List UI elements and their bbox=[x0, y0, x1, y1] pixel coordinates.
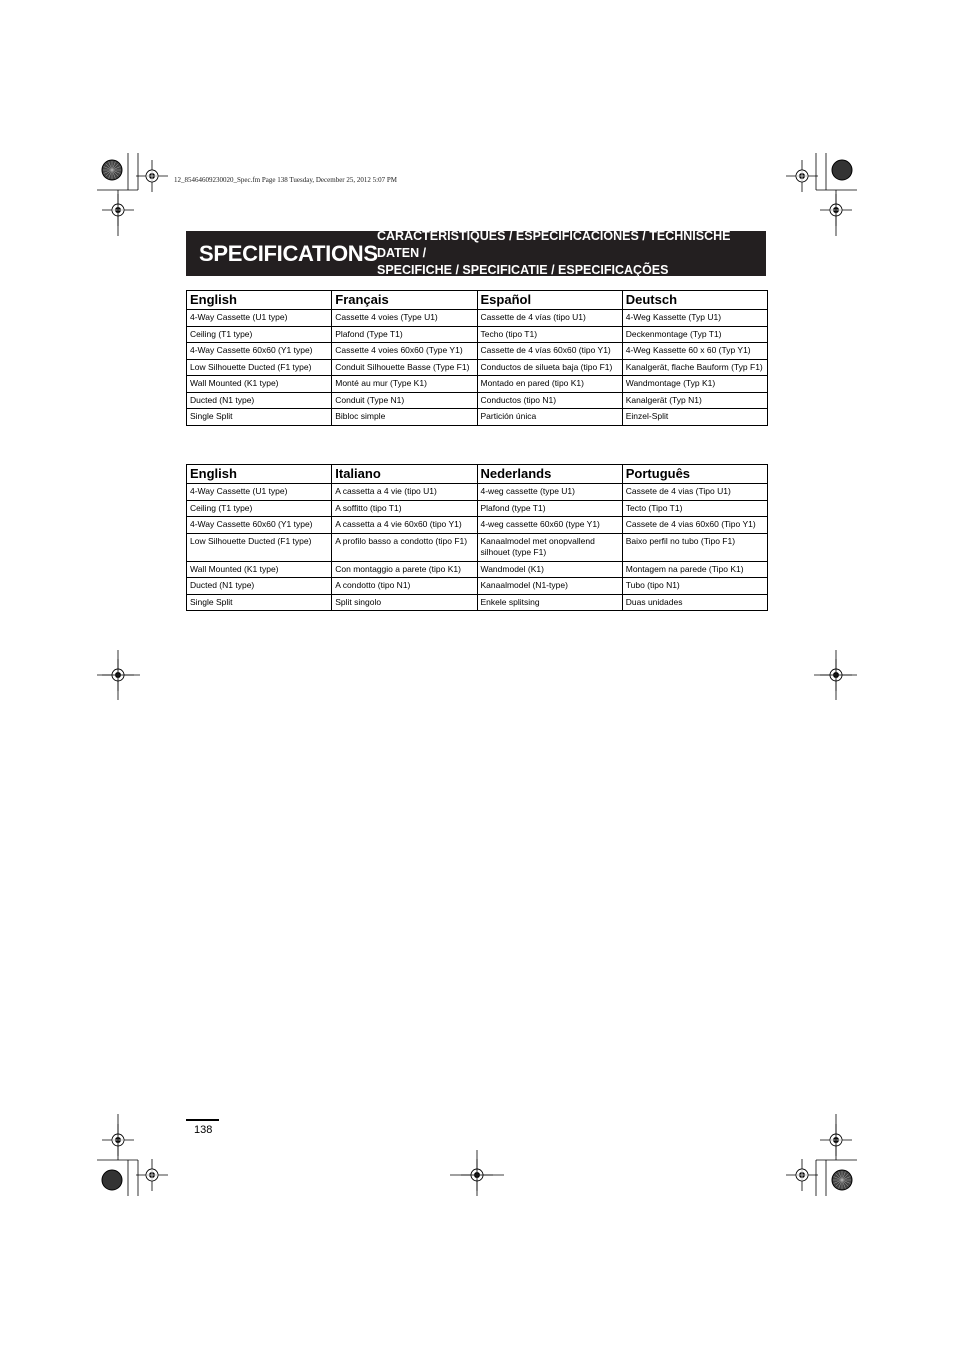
column-header: Español bbox=[477, 291, 622, 310]
subtitle-line-2: SPECIFICHE / SPECIFICATIE / ESPECIFICAÇÕES bbox=[377, 263, 669, 277]
section-subtitle bbox=[377, 228, 766, 279]
table-cell: Baixo perfil no tubo (Tipo F1) bbox=[622, 533, 767, 561]
column-header: Português bbox=[622, 465, 767, 484]
table-cell: 4-Way Cassette 60x60 (Y1 type) bbox=[187, 343, 332, 360]
table-row bbox=[187, 578, 768, 595]
table-cell: Montagem na parede (Tipo K1) bbox=[622, 561, 767, 578]
table-cell: Kanaalmodel (N1-type) bbox=[477, 578, 622, 595]
column-header: Français bbox=[332, 291, 477, 310]
table-row bbox=[187, 326, 768, 343]
subtitle-line-1: CARACTÉRISTIQUES / ESPECIFICACIONES / TECHNISCHE DATEN / bbox=[377, 229, 731, 260]
table-cell: Low Silhouette Ducted (F1 type) bbox=[187, 359, 332, 376]
page-number: 138 bbox=[194, 1124, 213, 1136]
table-row bbox=[187, 517, 768, 534]
table-cell: Kanalgerät (Typ N1) bbox=[622, 392, 767, 409]
table-cell: Plafond (Type T1) bbox=[332, 326, 477, 343]
table-cell: Wandmontage (Typ K1) bbox=[622, 376, 767, 393]
section-banner bbox=[186, 231, 766, 276]
table-row bbox=[187, 594, 768, 611]
table-cell: Ceiling (T1 type) bbox=[187, 326, 332, 343]
table-cell: Cassette de 4 vías 60x60 (tipo Y1) bbox=[477, 343, 622, 360]
table-row bbox=[187, 310, 768, 327]
column-header: English bbox=[187, 291, 332, 310]
table-row bbox=[187, 359, 768, 376]
table-cell: 4-Weg Kassette (Typ U1) bbox=[622, 310, 767, 327]
page-number-rule bbox=[186, 1119, 219, 1121]
table-cell: Techo (tipo T1) bbox=[477, 326, 622, 343]
table-cell: Conduit Silhouette Basse (Type F1) bbox=[332, 359, 477, 376]
spec-table-2 bbox=[186, 464, 768, 611]
table-cell: Enkele splitsing bbox=[477, 594, 622, 611]
column-header: English bbox=[187, 465, 332, 484]
table-cell: Montado en pared (tipo K1) bbox=[477, 376, 622, 393]
table-cell: Ducted (N1 type) bbox=[187, 578, 332, 595]
table-cell: Kanalgerät, flache Bauform (Typ F1) bbox=[622, 359, 767, 376]
table-cell: Einzel-Split bbox=[622, 409, 767, 426]
table-cell: Deckenmontage (Typ T1) bbox=[622, 326, 767, 343]
table-cell: A soffitto (tipo T1) bbox=[332, 500, 477, 517]
table-cell: Cassete de 4 vias (Tipo U1) bbox=[622, 484, 767, 501]
table-header-row bbox=[187, 465, 768, 484]
table-cell: A cassetta a 4 vie (tipo U1) bbox=[332, 484, 477, 501]
table-row bbox=[187, 392, 768, 409]
table-cell: A profilo basso a condotto (tipo F1) bbox=[332, 533, 477, 561]
table-cell: Ceiling (T1 type) bbox=[187, 500, 332, 517]
spec-table-1 bbox=[186, 290, 768, 426]
column-header: Nederlands bbox=[477, 465, 622, 484]
table-cell: 4-weg cassette (type U1) bbox=[477, 484, 622, 501]
table-row bbox=[187, 500, 768, 517]
table-cell: Kanaalmodel met onopvallend silhouet (type F1) bbox=[477, 533, 622, 561]
table-cell: Ducted (N1 type) bbox=[187, 392, 332, 409]
table-cell: Conduit (Type N1) bbox=[332, 392, 477, 409]
table-cell: Wandmodel (K1) bbox=[477, 561, 622, 578]
table-row bbox=[187, 561, 768, 578]
table-cell: Conductos de silueta baja (tipo F1) bbox=[477, 359, 622, 376]
column-header: Italiano bbox=[332, 465, 477, 484]
table-cell: Con montaggio a parete (tipo K1) bbox=[332, 561, 477, 578]
table-cell: Tecto (Tipo T1) bbox=[622, 500, 767, 517]
table-cell: Cassette 4 voies 60x60 (Type Y1) bbox=[332, 343, 477, 360]
table-row bbox=[187, 533, 768, 561]
table-cell: Split singolo bbox=[332, 594, 477, 611]
table-row bbox=[187, 409, 768, 426]
table-row bbox=[187, 376, 768, 393]
table-cell: 4-Way Cassette (U1 type) bbox=[187, 484, 332, 501]
table-cell: Single Split bbox=[187, 594, 332, 611]
table-cell: Wall Mounted (K1 type) bbox=[187, 561, 332, 578]
table-cell: Cassette de 4 vías (tipo U1) bbox=[477, 310, 622, 327]
table-cell: Cassete de 4 vias 60x60 (Tipo Y1) bbox=[622, 517, 767, 534]
table-cell: 4-Weg Kassette 60 x 60 (Typ Y1) bbox=[622, 343, 767, 360]
section-title: SPECIFICATIONS bbox=[199, 240, 378, 266]
table-cell: 4-weg cassette 60x60 (type Y1) bbox=[477, 517, 622, 534]
table-cell: Partición única bbox=[477, 409, 622, 426]
table-cell: Wall Mounted (K1 type) bbox=[187, 376, 332, 393]
table-row bbox=[187, 484, 768, 501]
table-cell: Low Silhouette Ducted (F1 type) bbox=[187, 533, 332, 561]
table-cell: A cassetta a 4 vie 60x60 (tipo Y1) bbox=[332, 517, 477, 534]
table-cell: Single Split bbox=[187, 409, 332, 426]
table-cell: A condotto (tipo N1) bbox=[332, 578, 477, 595]
table-cell: Cassette 4 voies (Type U1) bbox=[332, 310, 477, 327]
table-cell: Plafond (type T1) bbox=[477, 500, 622, 517]
table-cell: 4-Way Cassette (U1 type) bbox=[187, 310, 332, 327]
table-cell: Conductos (tipo N1) bbox=[477, 392, 622, 409]
table-cell: Tubo (tipo N1) bbox=[622, 578, 767, 595]
table-cell: Bibloc simple bbox=[332, 409, 477, 426]
table-cell: 4-Way Cassette 60x60 (Y1 type) bbox=[187, 517, 332, 534]
table-cell: Duas unidades bbox=[622, 594, 767, 611]
column-header: Deutsch bbox=[622, 291, 767, 310]
table-row bbox=[187, 343, 768, 360]
table-cell: Monté au mur (Type K1) bbox=[332, 376, 477, 393]
print-header: 12_85464609230020_Spec.fm Page 138 Tuesday, December 25, 2012 5:07 PM bbox=[174, 176, 397, 184]
table-header-row bbox=[187, 291, 768, 310]
